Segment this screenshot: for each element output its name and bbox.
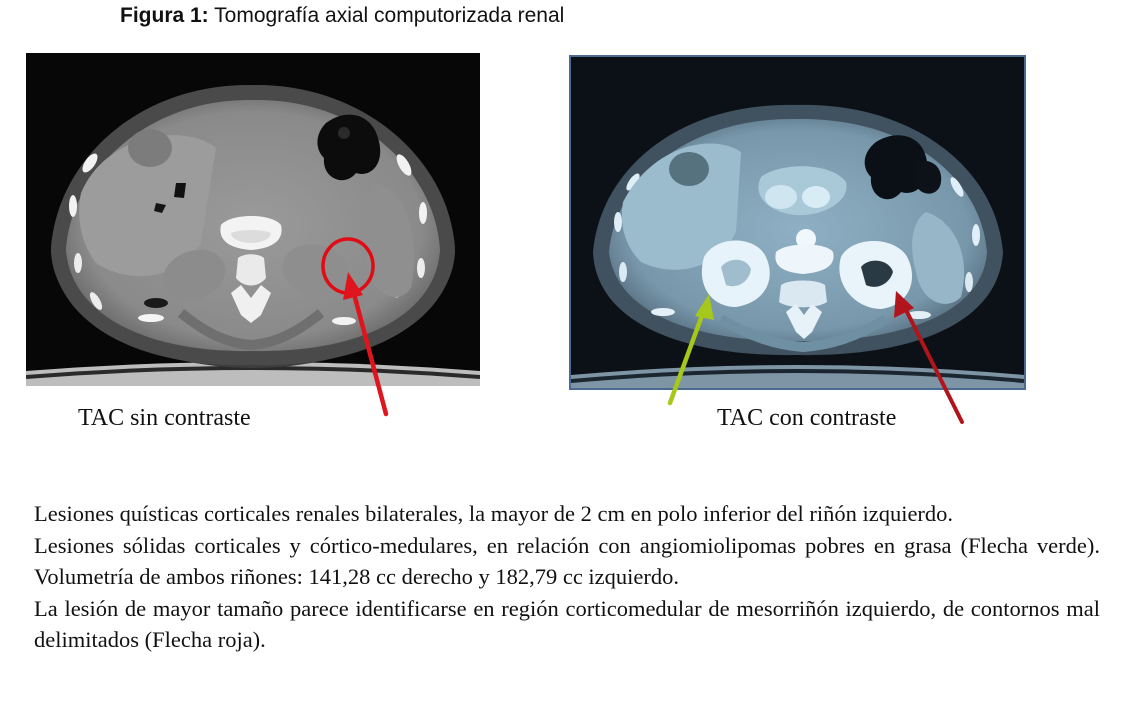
figure-description xyxy=(34,498,1100,656)
figure-title xyxy=(120,3,564,29)
ct-scan-with-contrast-image xyxy=(571,57,1024,388)
ct-scan-without-contrast-image xyxy=(26,53,480,386)
description-paragraph-2: Lesiones sólidas corticales y córtico-medulares, en relación con angiomiolipomas pobres en grasa (Flecha verde). Volumetría de ambos riñones: 141,28 cc derecho y 182,79 cc izquierdo. xyxy=(34,532,1100,589)
ct-scan-with-contrast xyxy=(569,55,1026,390)
figure-label: Figura 1: xyxy=(120,4,209,27)
caption-with-contrast: TAC con contraste xyxy=(717,405,897,431)
description-paragraph-3: La lesión de mayor tamaño parece identificarse en región corticomedular de mesorriñón izquierdo, de contornos mal delimitados (Flecha roja). xyxy=(34,595,1100,652)
caption-without-contrast: TAC sin contraste xyxy=(78,405,251,431)
figure-title-text: Tomografía axial computorizada renal xyxy=(208,4,565,27)
description-paragraph-1: Lesiones quísticas corticales renales bilaterales, la mayor de 2 cm en polo inferior del riñón izquierdo. xyxy=(34,501,954,526)
ct-scan-without-contrast xyxy=(26,53,480,386)
